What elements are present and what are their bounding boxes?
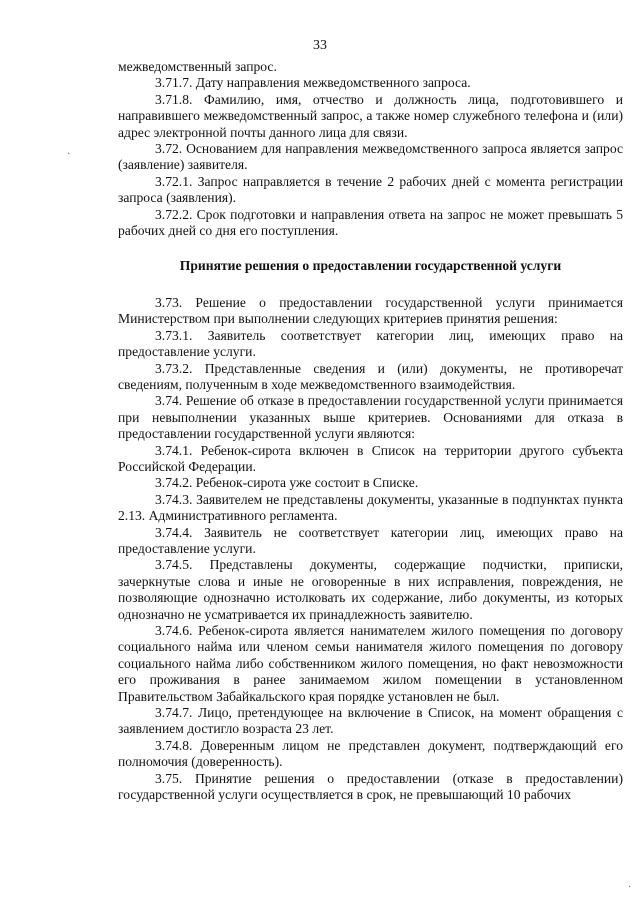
paragraph: 3.74. Решение об отказе в предоставлении государственной услуги принимается при невыполнении указанных выше критериев. Основаниями для отказа в предоставлении государственной услуги являются: [118, 393, 623, 442]
page-number: 33 [313, 38, 327, 53]
scan-speck: · [628, 882, 632, 893]
paragraph: 3.72.1. Запрос направляется в течение 2 рабочих дней с момента регистрации запроса (заявления). [118, 173, 623, 206]
paragraph: 3.75. Принятие решения о предоставлении (отказе в предоставлении) государственной услуги осуществляется в срок, не превышающий 10 рабочих [118, 770, 623, 803]
section-heading: Принятие решения о предоставлении государственной услуги [179, 258, 562, 274]
paragraph: 3.74.2. Ребенок-сирота уже состоит в Списке. [155, 475, 419, 491]
paragraph: 3.73.1. Заявитель соответствует категории лиц, имеющих право на предоставление услуги. [118, 327, 623, 360]
paragraph: 3.74.7. Лицо, претендующее на включение в Список, на момент обращения с заявлением достигло возраста 23 лет. [118, 705, 623, 737]
paragraph: 3.73. Решение о предоставлении государственной услуги принимается Министерством при выполнении следующих критериев принятия решения: [118, 294, 623, 327]
paragraph: 3.74.4. Заявитель не соответствует категории лиц, имеющих право на предоставление услуги. [118, 524, 623, 556]
paragraph: 3.73.2. Представленные сведения и (или) документы, не противоречат сведениям, полученным в ходе межведомственного взаимодействия. [118, 360, 623, 392]
scan-speck: · [67, 149, 71, 160]
paragraph: 3.74.3. Заявителем не представлены документы, указанные в подпунктах пункта 2.13. Административного регламента. [118, 491, 623, 524]
paragraph: межведомственный запрос. [118, 59, 277, 74]
paragraph: 3.72.2. Срок подготовки и направления ответа на запрос не может превышать 5 рабочих дней со дня его поступления. [118, 206, 623, 239]
paragraph: 3.74.8. Доверенным лицом не представлен документ, подтверждающий его полномочия (доверенность). [118, 737, 623, 770]
document-body [118, 59, 623, 803]
paragraph: 3.74.5. Представлены документы, содержащие подчистки, приписки, зачеркнутые слова и иные не оговоренные в них исправления, повреждения, не позволяющие однозначно истолковать их содержание, либо документы, из которых однозначно не усматривается их принадлежность заявителю. [118, 557, 623, 622]
paragraph: 3.74.6. Ребенок-сирота является нанимателем жилого помещения по договору социального найма или членом семьи нанимателя жилого помещения по договору социального найма либо собственником жилого помещения, но факт невозможности его проживания в ранее занимаемом жилом помещении в установленном Правительством Забайкальского края порядке установлен не был. [118, 623, 623, 704]
paragraph: 3.72. Основанием для направления межведомственного запроса является запрос (заявление) заявителя. [118, 141, 623, 173]
paragraph: 3.71.8. Фамилию, имя, отчество и должность лица, подготовившего и направившего межведомственный запрос, а также номер служебного телефона и (или) адрес электронной почты данного лица для связи. [118, 91, 623, 140]
paragraph: 3.71.7. Дату направления межведомственного запроса. [155, 75, 471, 91]
paragraph: 3.74.1. Ребенок-сирота включен в Список на территории другого субъекта Российской Федерации. [118, 442, 623, 474]
